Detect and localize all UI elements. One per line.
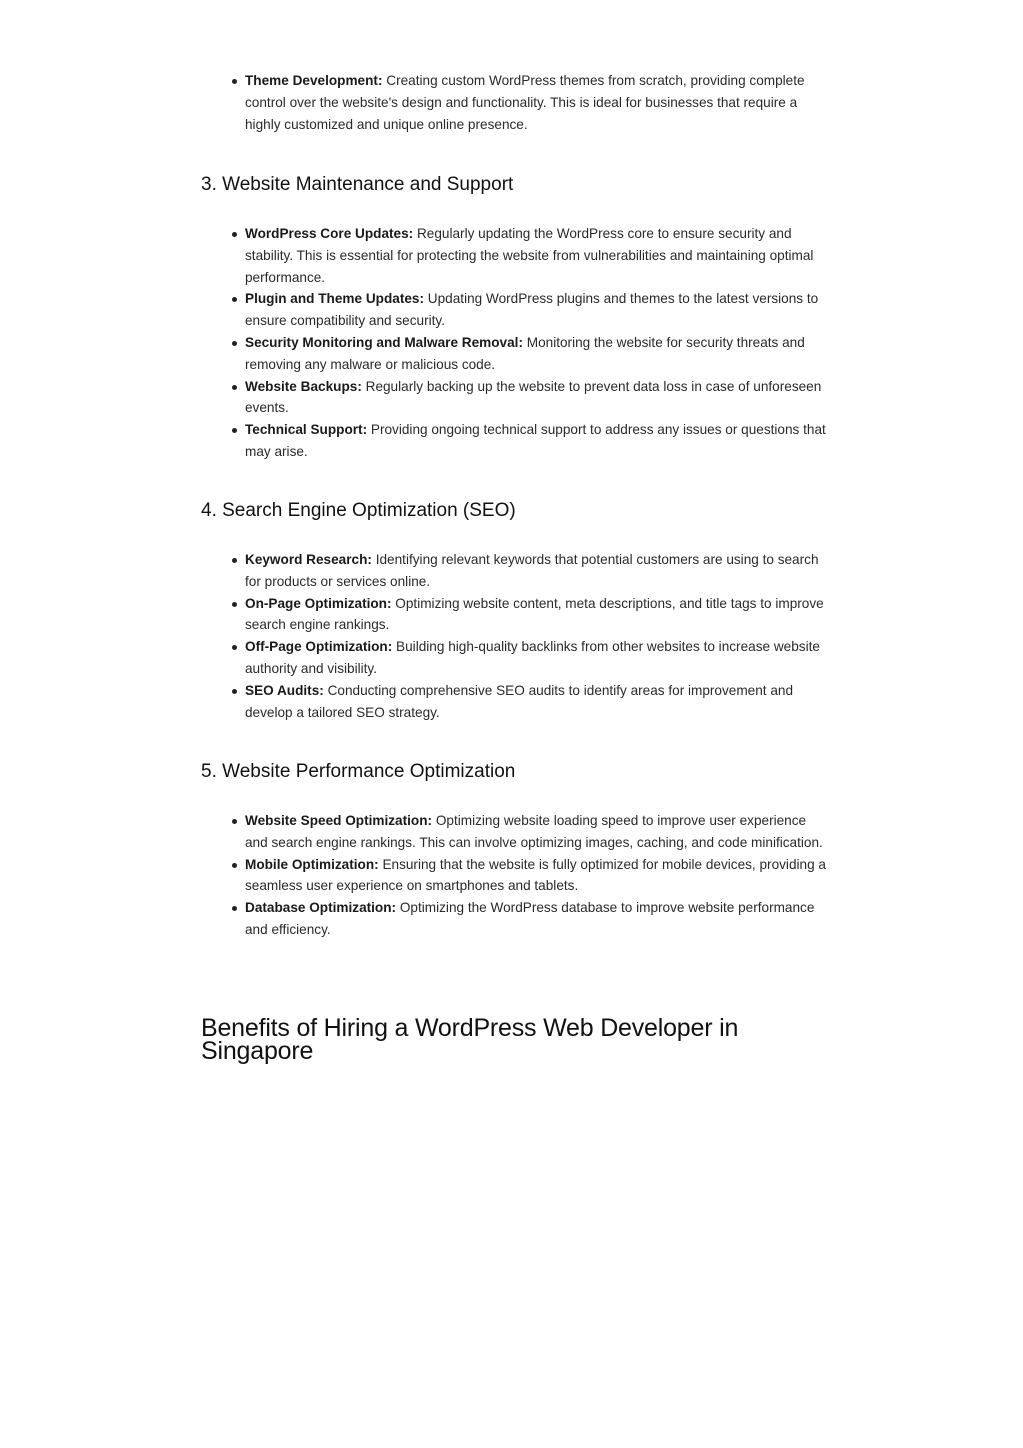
item-term: Plugin and Theme Updates:	[245, 291, 425, 307]
performance-list	[201, 810, 826, 941]
item-term: Security Monitoring and Malware Removal:	[245, 334, 523, 350]
list-item	[245, 593, 826, 637]
item-text: Providing ongoing technical support to address any issues or questions that may arise.	[245, 422, 826, 459]
item-text: Optimizing the WordPress database to improve website performance and efficiency.	[245, 900, 815, 937]
item-term: WordPress Core Updates:	[245, 226, 414, 241]
item-term: Theme Development:	[245, 73, 383, 88]
maintenance-list	[201, 223, 826, 463]
item-term: Website Speed Optimization:	[245, 813, 433, 828]
theme-development-list	[201, 70, 826, 135]
item-text: Identifying relevant keywords that potential customers are using to search for products or services online.	[245, 552, 819, 589]
section-heading-maintenance: 3. Website Maintenance and Support	[201, 174, 514, 195]
list-item	[245, 549, 826, 593]
item-term: Website Backups:	[245, 378, 362, 394]
item-text: Ensuring that the website is fully optimized for mobile devices, providing a seamless user experience on smartphones and tablets.	[245, 856, 826, 894]
item-text: Optimizing website loading speed to improve user experience and search engine rankings. This can involve optimizing images, caching, and code minification.	[245, 813, 823, 850]
item-term: On-Page Optimization:	[245, 595, 392, 611]
item-text: Updating WordPress plugins and themes to the latest versions to ensure compatibility and security.	[245, 291, 819, 329]
item-text: Regularly backing up the website to prevent data loss in case of unforeseen events.	[245, 378, 822, 416]
section-heading-seo: 4. Search Engine Optimization (SEO)	[201, 500, 516, 521]
list-item	[245, 70, 826, 135]
item-text: Conducting comprehensive SEO audits to identify areas for improvement and develop a tailored SEO strategy.	[245, 682, 794, 720]
item-term: Off-Page Optimization:	[245, 639, 393, 655]
list-item	[245, 332, 826, 376]
item-term: Keyword Research:	[245, 552, 372, 567]
list-item	[245, 223, 826, 288]
list-item	[245, 897, 826, 941]
seo-list	[201, 549, 826, 723]
list-item	[245, 419, 826, 463]
section-heading-performance: 5. Website Performance Optimization	[201, 761, 516, 782]
list-item	[245, 810, 826, 854]
item-term: Database Optimization:	[245, 900, 397, 916]
item-text: Building high-quality backlinks from other websites to increase website authority and visibility.	[245, 639, 820, 676]
benefits-heading: Benefits of Hiring a WordPress Web Developer in Singapore	[201, 1014, 739, 1065]
item-text: Monitoring the website for security threats and removing any malware or malicious code.	[245, 334, 805, 372]
item-text: Optimizing website content, meta descriptions, and title tags to improve search engine rankings.	[245, 595, 824, 633]
item-text: Creating custom WordPress themes from scratch, providing complete control over the website's design and functionality. This is ideal for businesses that require a highly customized and unique online presence.	[245, 73, 805, 132]
list-item	[245, 376, 826, 420]
item-term: Technical Support:	[245, 422, 368, 438]
list-item	[245, 288, 826, 332]
list-item	[245, 636, 826, 680]
list-item	[245, 854, 826, 898]
item-term: SEO Audits:	[245, 682, 324, 698]
item-term: Mobile Optimization:	[245, 856, 379, 872]
item-text: Regularly updating the WordPress core to ensure security and stability. This is essential for protecting the website from vulnerabilities and maintaining optimal performance.	[245, 226, 814, 285]
list-item	[245, 680, 826, 724]
